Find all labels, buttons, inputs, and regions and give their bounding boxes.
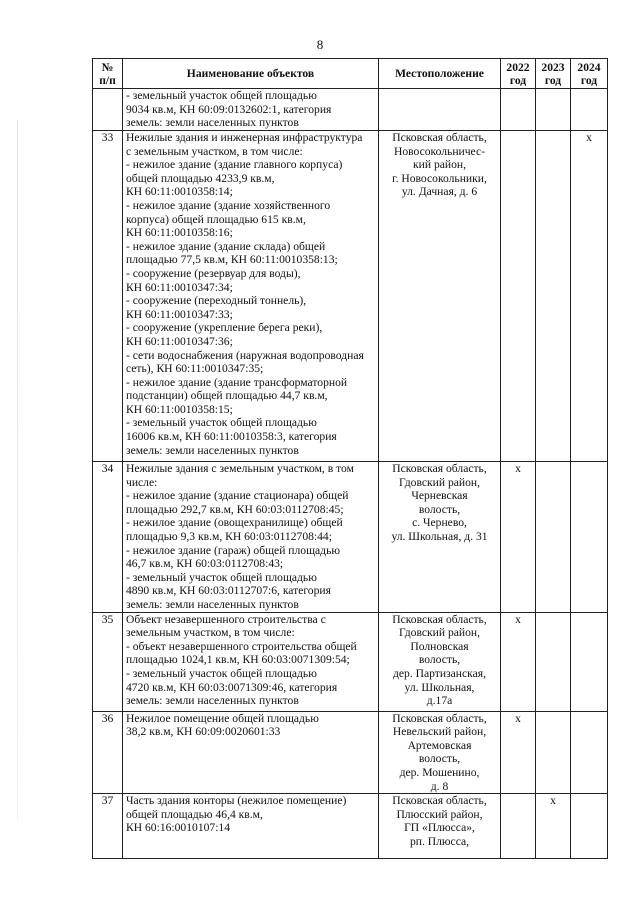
- name-line: площадью 1024,1 кв.м, КН 60:03:0071309:54;: [126, 653, 350, 667]
- cell-name: [123, 131, 379, 462]
- name-line: 16006 кв.м, КН 60:11:0010358:3, категория: [126, 430, 337, 444]
- name-line: 4890 кв.м, КН 60:03:0112707:6, категория: [126, 584, 331, 598]
- cell-2023: [536, 89, 571, 131]
- name-line: КН 60:11:0010347:36;: [126, 334, 233, 348]
- location-line: с. Чернево,: [412, 516, 467, 530]
- location-line: г. Новосокольники,: [392, 171, 487, 185]
- name-line: - нежилое здание (здание главного корпуса): [126, 158, 343, 172]
- page-number: 8: [316, 37, 324, 52]
- header-2023: 2023 год: [536, 59, 571, 89]
- location-line: дер. Мошенино,: [399, 765, 480, 779]
- header-2024: 2024 год: [571, 59, 608, 89]
- header-location: Местоположение: [379, 59, 501, 89]
- name-line: Нежилое помещение общей площадью: [126, 711, 319, 725]
- table-row: [93, 612, 608, 711]
- location-line: д. 8: [430, 779, 449, 793]
- name-line: - сооружение (укрепление берега реки),: [126, 321, 323, 335]
- location-line: Псковская область,: [392, 711, 487, 725]
- location-line: Гдовский район,: [398, 475, 481, 489]
- objects-table: [92, 58, 608, 859]
- name-line: - объект незавершенного строительства общей: [126, 639, 357, 653]
- cell-name: - земельный участок общей площадью 9034 кв.м, КН 60:09:0132602:1, категория земель: земли населенных пунктов: [123, 89, 379, 131]
- location-line: д.17а: [426, 694, 453, 708]
- cell-name: [123, 711, 379, 794]
- location-line: ГП «Плюсса»,: [404, 821, 475, 835]
- name-line: земель: земли населенных пунктов: [126, 694, 299, 708]
- name-line: - нежилое здание (здание стационара) общей: [126, 489, 349, 503]
- name-line: площадью 9,3 кв.м, КН 60:03:0112708:44;: [126, 529, 332, 543]
- cell-2022: x: [501, 711, 536, 794]
- cell-location: [379, 131, 501, 462]
- name-line: - нежилое здание (гараж) общей площадью: [126, 543, 341, 557]
- name-line: земель: земли населенных пунктов: [126, 443, 299, 457]
- location-line: Новосокольничес-: [393, 144, 486, 158]
- location-line: Псковская область,: [392, 462, 487, 475]
- name-line: - нежилое здание (здание склада) общей: [126, 239, 326, 253]
- cell-location: [379, 89, 501, 131]
- name-line: КН 60:11:0010358:16;: [126, 226, 233, 240]
- cell-location: [379, 794, 501, 859]
- name-line: земельным участком, в том числе:: [126, 626, 295, 640]
- table-row: [93, 711, 608, 794]
- table-row: [93, 794, 608, 859]
- location-line: волость,: [418, 653, 461, 667]
- name-line: - нежилое здание (здание трансформаторной: [126, 375, 348, 389]
- cell-2023: [536, 131, 571, 462]
- cell-num: [93, 89, 123, 131]
- name-line: - нежилое здание (здание хозяйственного: [126, 198, 331, 212]
- location-line: Псковская область,: [392, 131, 487, 144]
- cell-num: 35: [93, 612, 123, 711]
- name-line: - сети водоснабжения (наружная водопроводная: [126, 348, 364, 362]
- header-2022: 2022 год: [501, 59, 536, 89]
- name-line: Объект незавершенного строительства с: [126, 612, 326, 626]
- name-line: 38,2 кв.м, КН 60:09:0020601:33: [126, 725, 281, 739]
- header-name: Наименование объектов: [123, 59, 379, 89]
- name-line: КН 60:16:0010107:14: [126, 821, 231, 835]
- name-line: сеть), КН 60:11:0010347:35;: [126, 362, 264, 376]
- name-line: 46,7 кв.м, КН 60:03:0112708:43;: [126, 557, 284, 571]
- location-line: Черневская: [411, 489, 468, 503]
- name-line: общей площадью 4233,9 кв.м,: [126, 171, 275, 185]
- name-line: Часть здания конторы (нежилое помещение): [126, 794, 347, 808]
- name-line: - сооружение (резервуар для воды),: [126, 266, 301, 280]
- location-line: Невельский район,: [392, 725, 487, 739]
- location-line: волость,: [418, 502, 461, 516]
- name-line: с земельным участком, в том числе:: [126, 144, 303, 158]
- name-line: КН 60:11:0010358:15;: [126, 402, 233, 416]
- name-line: площадью 292,7 кв.м, КН 60:03:0112708:45;: [126, 502, 344, 516]
- location-line: дер. Партизанская,: [393, 666, 486, 680]
- cell-2022: [501, 131, 536, 462]
- cell-2024: [571, 794, 608, 859]
- location-line: Гдовский район,: [398, 626, 481, 640]
- location-line: ул. Школьная, д. 31: [391, 529, 488, 543]
- cell-2022: x: [501, 462, 536, 613]
- cell-location: [379, 462, 501, 613]
- name-line: - нежилое здание (овощехранилище) общей: [126, 516, 343, 530]
- cell-num: 36: [93, 711, 123, 794]
- cell-2023: [536, 612, 571, 711]
- cell-2024: [571, 89, 608, 131]
- location-line: Псковская область,: [392, 612, 487, 626]
- table-row: [93, 131, 608, 462]
- name-line: числе:: [126, 475, 158, 489]
- location-line: кий район,: [413, 158, 466, 172]
- name-line: земель: земли населенных пунктов: [126, 597, 299, 611]
- name-line: - земельный участок общей площадью: [126, 666, 317, 680]
- location-line: Артемовская: [407, 738, 472, 752]
- table-row-continuation: [93, 89, 608, 131]
- name-line: площадью 77,5 кв.м, КН 60:11:0010358:13;: [126, 253, 338, 267]
- name-line: - земельный участок общей площадью: [126, 416, 317, 430]
- name-line: - земельный участок общей площадью: [126, 570, 317, 584]
- name-line: КН 60:11:0010347:34;: [126, 280, 233, 294]
- cell-num: 37: [93, 794, 123, 859]
- cell-2022: x: [501, 612, 536, 711]
- location-line: ул. Школьная,: [404, 680, 475, 694]
- table-row: [93, 462, 608, 613]
- cell-name: [123, 462, 379, 613]
- scan-edge-artifact: [17, 120, 18, 820]
- cell-2024: [571, 462, 608, 613]
- cell-name: [123, 794, 379, 859]
- cell-2023: [536, 711, 571, 794]
- name-line: КН 60:11:0010358:14;: [126, 185, 233, 199]
- cell-2024: x: [571, 131, 608, 462]
- name-line: КН 60:11:0010347:33;: [126, 307, 233, 321]
- cell-2023: [536, 462, 571, 613]
- cell-2022: [501, 89, 536, 131]
- name-line: корпуса) общей площадью 615 кв.м,: [126, 212, 306, 226]
- cell-num: 33: [93, 131, 123, 462]
- name-line: Нежилые здания с земельным участком, в том: [126, 462, 354, 475]
- cell-2024: [571, 711, 608, 794]
- cell-location: [379, 711, 501, 794]
- location-line: Полновская: [410, 639, 469, 653]
- cell-2023: x: [536, 794, 571, 859]
- location-line: Плюсский район,: [396, 807, 483, 821]
- cell-name: [123, 612, 379, 711]
- location-line: Псковская область,: [392, 794, 487, 808]
- name-line: Нежилые здания и инженерная инфраструктура: [126, 131, 363, 144]
- name-line: общей площадью 46,4 кв.м,: [126, 807, 263, 821]
- name-line: 4720 кв.м, КН 60:03:0071309:46, категория: [126, 680, 338, 694]
- cell-location: [379, 612, 501, 711]
- header-num: № п/п: [93, 59, 123, 89]
- location-line: рп. Плюсса,: [409, 834, 470, 848]
- location-line: ул. Дачная, д. 6: [401, 185, 478, 199]
- name-line: - сооружение (переходный тоннель),: [126, 294, 307, 308]
- location-line: волость,: [418, 752, 461, 766]
- table-header-row: [93, 59, 608, 89]
- cell-num: 34: [93, 462, 123, 613]
- name-line: подстанции) общей площадью 44,7 кв.м,: [126, 389, 328, 403]
- cell-2024: [571, 612, 608, 711]
- cell-2022: [501, 794, 536, 859]
